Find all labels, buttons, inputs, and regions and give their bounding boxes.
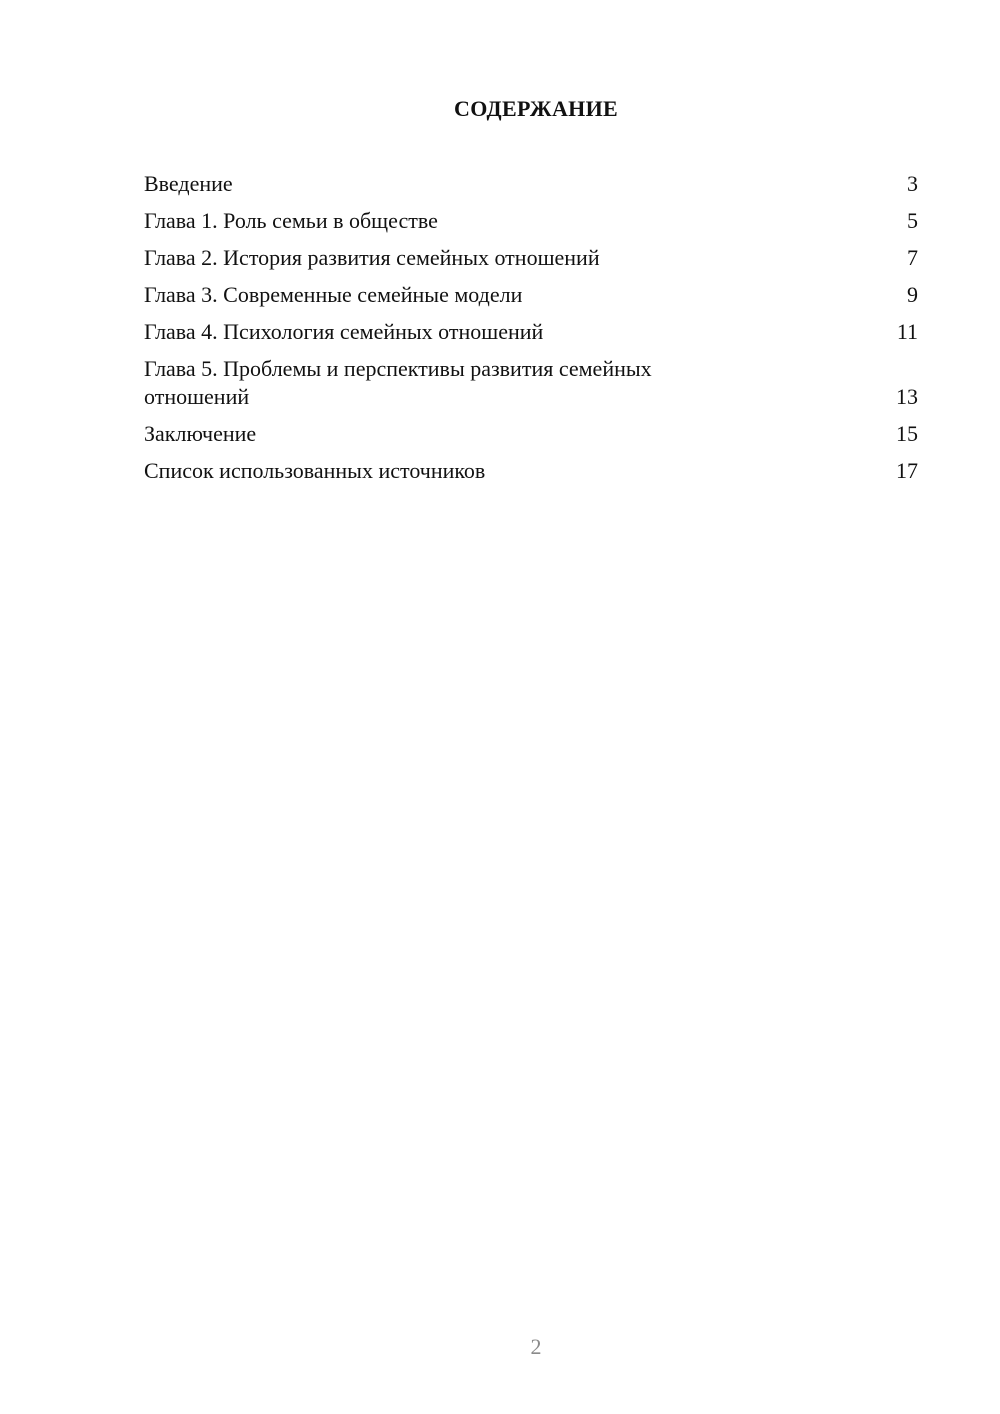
toc-entry [144,355,918,411]
toc-entry-page: 7 [907,245,918,270]
toc-entry-text: Список использованных источников [144,458,486,483]
toc-entry-text: Введение [144,171,233,196]
toc-entry [144,318,918,346]
toc-entry [144,170,918,198]
toc-entry-page: 11 [896,319,918,344]
toc-entry-page: 17 [896,458,918,483]
toc-entry [144,207,918,235]
toc-entry [144,244,918,272]
toc-entry-page: 13 [896,384,918,409]
toc-entry-page: 5 [907,208,918,233]
toc-entry [144,457,918,485]
toc-entry-page: 15 [896,421,918,446]
page-title: СОДЕРЖАНИЕ [454,96,618,121]
toc-entry-text: Глава 3. Современные семейные модели [144,282,523,307]
toc-entry-text: Заключение [144,421,257,446]
toc-entry-text: Глава 2. История развития семейных отношений [144,245,600,270]
toc-entry-page: 3 [907,171,918,196]
toc-entry [144,420,918,448]
toc-entry [144,281,918,309]
toc-entry-text: Глава 1. Роль семьи в обществе [144,208,438,233]
toc-entry-text: Глава 5. Проблемы и перспективы развития семейных отношений [144,356,652,409]
page-number: 2 [530,1334,542,1359]
toc-entry-page: 9 [907,282,918,307]
toc-entry-text: Глава 4. Психология семейных отношений [144,319,544,344]
table-of-contents [144,170,918,494]
